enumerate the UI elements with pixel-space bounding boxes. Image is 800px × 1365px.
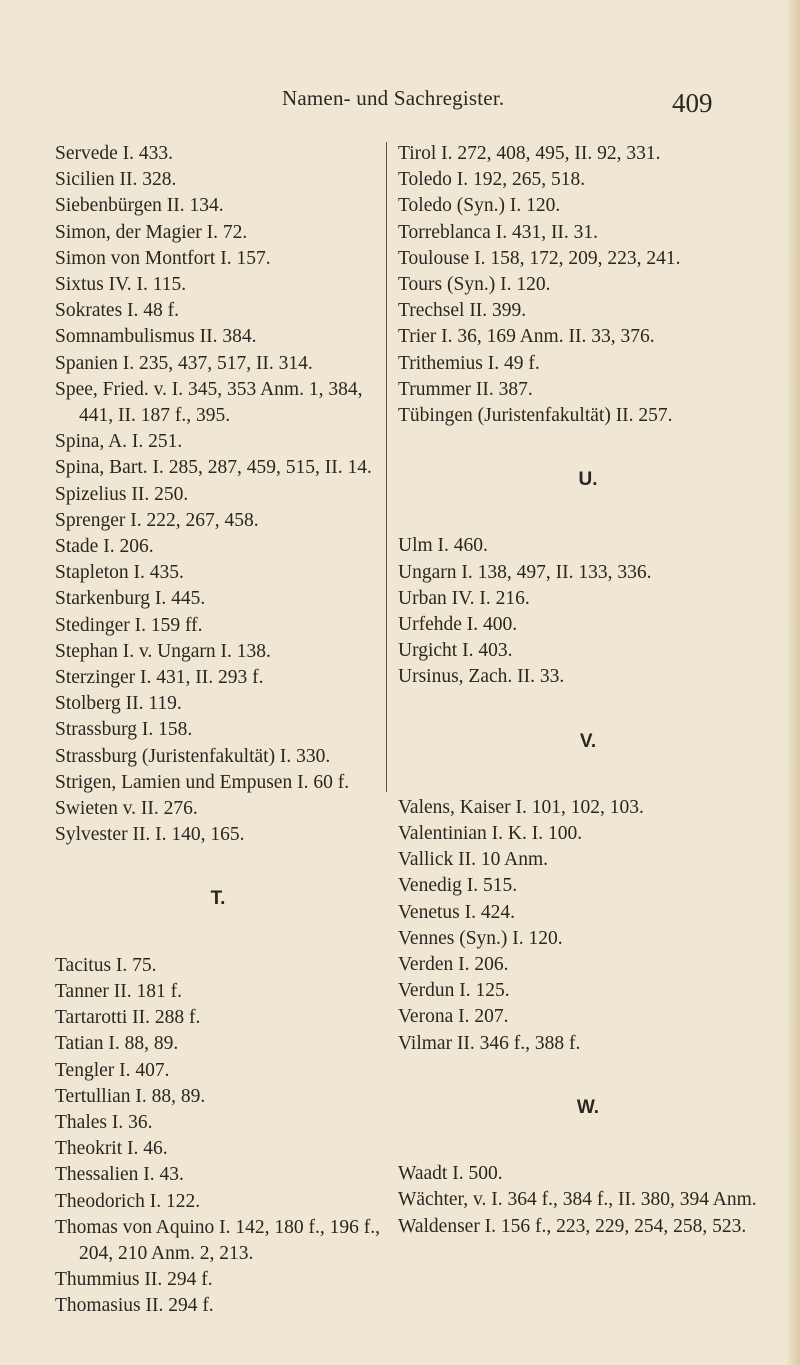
index-entry: Wächter, v. I. 364 f., 384 f., II. 380, 394 Anm.	[398, 1189, 757, 1211]
section-letter-u: U.	[578, 469, 598, 491]
index-entry: Toledo (Syn.) I. 120.	[398, 195, 561, 217]
index-entry: Stephan I. v. Ungarn I. 138.	[55, 640, 271, 662]
index-entry: Vennes (Syn.) I. 120.	[398, 927, 563, 949]
index-entry: Tertullian I. 88, 89.	[55, 1085, 206, 1107]
index-entry: Valens, Kaiser I. 101, 102, 103.	[398, 796, 644, 818]
index-entry: Spanien I. 235, 437, 517, II. 314.	[55, 352, 313, 374]
page-edge-shadow	[786, 0, 800, 1365]
index-section-v	[398, 795, 778, 1057]
index-entry: Somnambulismus II. 384.	[55, 326, 257, 348]
index-entry: Strigen, Lamien und Empusen I. 60 f.	[55, 771, 350, 793]
index-entry: Tartarotti II. 288 f.	[55, 1007, 201, 1029]
index-section-s	[55, 141, 381, 848]
index-entry: Siebenbürgen II. 134.	[55, 195, 224, 217]
index-entry: Urgicht I. 403.	[398, 640, 513, 662]
index-entry: Thessalien I. 43.	[55, 1164, 184, 1186]
index-entry: Strassburg I. 158.	[55, 719, 193, 741]
index-entry: Stolberg II. 119.	[55, 693, 182, 715]
right-column	[398, 141, 778, 1240]
index-entry: Verden I. 206.	[398, 954, 509, 976]
index-entry: Sprenger I. 222, 267, 458.	[55, 509, 259, 531]
index-entry: Trechsel II. 399.	[398, 300, 527, 322]
index-entry: Stedinger I. 159 ff.	[55, 614, 203, 636]
index-entry: Urban IV. I. 216.	[398, 587, 530, 609]
index-entry: Theodorich I. 122.	[55, 1190, 201, 1212]
index-entry: Servede I. 433.	[55, 143, 174, 164]
index-entry: Sylvester II. I. 140, 165.	[55, 824, 245, 846]
section-letter-w: W.	[576, 1096, 600, 1118]
index-entry: Spee, Fried. v. I. 345, 353 Anm. 1, 384, 441, II. 187 f., 395.	[55, 378, 363, 427]
index-entry: Toulouse I. 158, 172, 209, 223, 241.	[398, 247, 681, 269]
index-entry: Tanner II. 181 f.	[55, 980, 182, 1002]
index-entry: Thomasius II. 294 f.	[55, 1295, 214, 1317]
index-entry: Trier I. 36, 169 Anm. II. 33, 376.	[398, 326, 655, 348]
index-section-w	[398, 1161, 778, 1240]
index-entry: Strassburg (Juristenfakultät) I. 330.	[55, 745, 331, 767]
index-section-t	[55, 953, 381, 1320]
index-entry: Verona I. 207.	[398, 1006, 509, 1028]
index-entry: Stade I. 206.	[55, 536, 154, 558]
index-entry: Waldenser I. 156 f., 223, 229, 254, 258, 523.	[398, 1215, 747, 1237]
index-entry: Trithemius I. 49 f.	[398, 352, 540, 374]
section-letter-v: V.	[579, 730, 597, 752]
index-entry: Valentinian I. K. I. 100.	[398, 823, 583, 845]
index-entry: Spina, A. I. 251.	[55, 431, 183, 453]
index-entry: Torreblanca I. 431, II. 31.	[398, 221, 599, 243]
column-divider	[386, 142, 387, 792]
index-entry: Spina, Bart. I. 285, 287, 459, 515, II. 14.	[55, 457, 372, 479]
index-entry: Venetus I. 424.	[398, 901, 515, 923]
index-entry: Spizelius II. 250.	[55, 483, 189, 505]
index-entry: Ursinus, Zach. II. 33.	[398, 666, 565, 688]
index-entry: Sterzinger I. 431, II. 293 f.	[55, 667, 264, 689]
index-entry: Simon von Montfort I. 157.	[55, 247, 271, 269]
index-entry: Theokrit I. 46.	[55, 1138, 168, 1160]
index-entry: Vallick II. 10 Anm.	[398, 849, 549, 871]
index-entry: Toledo I. 192, 265, 518.	[398, 169, 586, 191]
index-entry: Urfehde I. 400.	[398, 614, 518, 636]
page-number: 409	[672, 88, 713, 118]
running-title: Namen- und Sachregister.	[282, 86, 505, 110]
index-entry: Tacitus I. 75.	[55, 954, 157, 976]
page-header	[0, 86, 800, 122]
section-letter-t: T.	[210, 888, 226, 910]
index-entry: Simon, der Magier I. 72.	[55, 221, 248, 243]
index-entry: Ungarn I. 138, 497, II. 133, 336.	[398, 561, 652, 583]
index-entry: Starkenburg I. 445.	[55, 588, 206, 610]
index-entry: Verdun I. 125.	[398, 980, 510, 1002]
index-entry: Waadt I. 500.	[398, 1163, 503, 1185]
index-entry: Tübingen (Juristenfakultät) II. 257.	[398, 405, 673, 427]
index-entry: Thummius II. 294 f.	[55, 1269, 213, 1291]
index-section-t-continued	[398, 141, 778, 429]
index-section-u	[398, 533, 778, 690]
index-entry: Stapleton I. 435.	[55, 562, 184, 584]
index-entry: Venedig I. 515.	[398, 875, 518, 897]
index-entry: Tatian I. 88, 89.	[55, 1033, 179, 1055]
index-entry: Tirol I. 272, 408, 495, II. 92, 331.	[398, 143, 661, 164]
index-entry: Swieten v. II. 276.	[55, 798, 198, 820]
left-column	[55, 141, 381, 1320]
index-entry: Sixtus IV. I. 115.	[55, 274, 187, 296]
index-entry: Trummer II. 387.	[398, 378, 533, 400]
index-entry: Thomas von Aquino I. 142, 180 f., 196 f., 204, 210 Anm. 2, 213.	[55, 1216, 380, 1264]
index-entry: Sokrates I. 48 f.	[55, 300, 180, 322]
index-entry: Tours (Syn.) I. 120.	[398, 274, 551, 296]
index-entry: Ulm I. 460.	[398, 535, 488, 557]
index-entry: Vilmar II. 346 f., 388 f.	[398, 1032, 581, 1054]
index-entry: Sicilien II. 328.	[55, 169, 177, 191]
index-entry: Tengler I. 407.	[55, 1059, 170, 1081]
index-entry: Thales I. 36.	[55, 1111, 153, 1133]
